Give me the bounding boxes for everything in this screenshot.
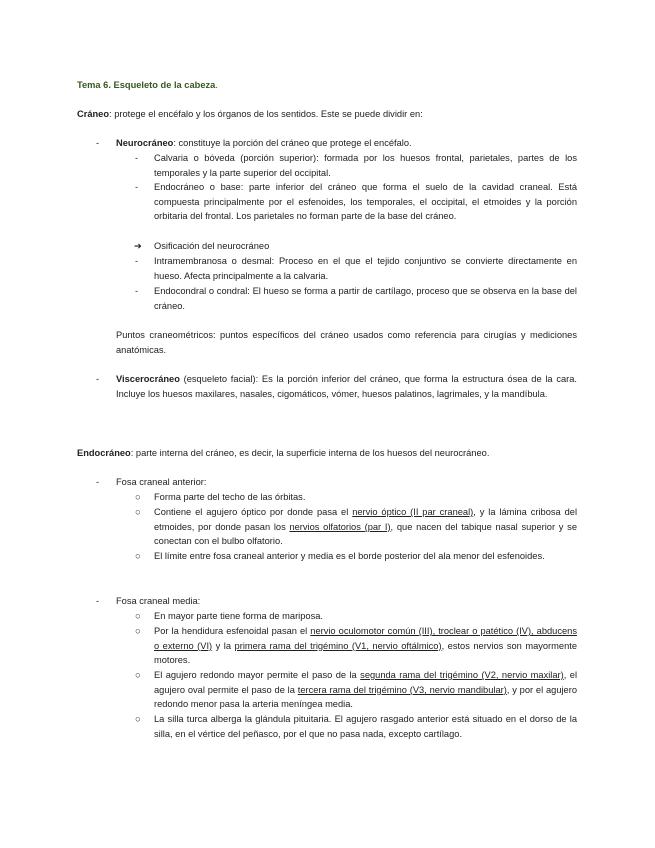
viscerocraneo-label: Viscerocráneo <box>116 374 180 384</box>
neurocraneo-item <box>116 136 577 151</box>
base-item: Endocráneo o base: parte inferior del cráneo que forma el suelo de la cavidad craneal. Está compuesta principalmente por el esfenoides, los temporales, el occipital, el etmoides y la porción orbitaria del frontal. Los parietales no forman parte de la base del cráneo. <box>154 182 577 222</box>
arrow-icon: ➔ <box>134 241 142 251</box>
title-period: . <box>215 80 218 90</box>
neurocraneo-bullet: - <box>96 138 100 148</box>
v1-oftalmico-link: primera rama del trigémino (V1, nervio oftálmico) <box>234 640 442 651</box>
fosa-media-item-4: La silla turca alberga la glándula pituitaria. El agujero rasgado anterior está situado en el dorso de la silla, en el vértice del peñasco, por el que no pasa nada, excepto cartílago. <box>154 714 577 739</box>
nervios-olfatorios-link: nervios olfatorios (par I) <box>289 521 391 532</box>
circle-bullet-icon: ○ <box>135 714 141 724</box>
viscerocraneo-text: (esqueleto facial): Es la porción inferior del cráneo, que forma la estructura ósea de la cara. Incluye los huesos maxilares, nasales, cigomáticos, vómer, huesos palatinos, lagrimales, y la mandíbula. <box>116 374 577 399</box>
puntos-craneometricos: Puntos craneométricos: puntos específicos del cráneo usados como referencia para cirugías y mediciones anatómicas. <box>116 330 577 355</box>
fosa-media-item-3 <box>154 668 577 712</box>
fosa-media-item-1: En mayor parte tiene forma de mariposa. <box>154 611 323 621</box>
text-run: Por la hendidura esfenoidal pasan el <box>154 626 311 636</box>
viscerocraneo-item <box>116 372 577 401</box>
nervio-optico-link: nervio óptico (II par craneal) <box>352 507 474 517</box>
title-text: Tema 6. Esqueleto de la cabeza <box>77 80 216 90</box>
endocondral-bullet: - <box>135 286 139 296</box>
endocondral-item: Endocondral o condral: El hueso se forma a partir de cartílago, proceso que se observa en la base del cráneo. <box>154 286 577 311</box>
fosa-media-bullet: - <box>96 596 100 606</box>
calvaria-bullet: - <box>135 153 139 163</box>
text-run: El agujero redondo mayor permite el paso de la <box>154 670 361 680</box>
intramembranosa-item: Intramembranosa o desmal: Proceso en el que el tejido conjuntivo se convierte directamente en hueso. Afecta principalmente a la calvaria. <box>154 256 577 281</box>
craneo-paragraph <box>77 107 577 122</box>
fosa-media-heading: Fosa craneal media: <box>116 596 201 606</box>
text-run: , el agujero oval permite el paso de la <box>154 670 578 695</box>
endocraneo-paragraph <box>77 446 577 461</box>
circle-bullet-icon: ○ <box>135 551 141 561</box>
fosa-anterior-bullet: - <box>96 477 100 487</box>
osificacion-heading: Osificación del neurocráneo <box>154 241 270 251</box>
neurocraneo-text: : constituye la porción del cráneo que protege el encéfalo. <box>173 138 412 148</box>
circle-bullet-icon: ○ <box>135 626 141 636</box>
craneo-text: : protege el encéfalo y los órganos de los sentidos. Este se puede dividir en: <box>109 109 423 119</box>
endocraneo-text: : parte interna del cráneo, es decir, la superficie interna de los huesos del neurocráneo. <box>130 448 490 458</box>
base-bullet: - <box>135 182 139 192</box>
intramembranosa-bullet: - <box>135 256 139 266</box>
neurocraneo-label: Neurocráneo <box>116 138 174 148</box>
circle-bullet-icon: ○ <box>135 611 141 621</box>
text-run: , y por el agujero redondo menor pasa la arteria meníngea media. <box>154 684 577 710</box>
fosa-anterior-item-3: El límite entre fosa craneal anterior y media es el borde posterior del ala menor del esfenoides. <box>154 551 545 561</box>
nervios-motores-link: nervio oculomotor común (III), troclear o patético (IV), abducens o externo (VI) <box>154 626 577 651</box>
document-title <box>77 78 218 93</box>
v2-maxilar-link: segunda rama del trigémino (V2, nervio maxilar) <box>360 670 564 680</box>
calvaria-item: Calvaria o bóveda (porción superior): formada por los huesos frontal, parietales, partes de los temporales y la parte superior del occipital. <box>154 153 577 178</box>
text-run: y la <box>212 640 235 651</box>
craneo-label: Cráneo <box>77 109 110 119</box>
text-run: , y la lámina cribosa del etmoides, por donde pasan los <box>154 507 578 532</box>
text-run: Contiene el agujero óptico por donde pasa el <box>154 507 353 517</box>
fosa-media-item-2 <box>154 624 577 668</box>
fosa-anterior-item-1: Forma parte del techo de las órbitas. <box>154 492 306 502</box>
text-run: , estos nervios son mayormente motores. <box>154 640 577 666</box>
circle-bullet-icon: ○ <box>135 670 141 680</box>
text-run: , que nacen del tabique nasal superior y se conectan con el bulbo olfatorio. <box>154 521 577 547</box>
viscerocraneo-bullet: - <box>96 374 100 384</box>
endocraneo-label: Endocráneo <box>77 448 131 458</box>
circle-bullet-icon: ○ <box>135 507 141 517</box>
v3-mandibular-link: tercera rama del trigémino (V3, nervio mandibular) <box>297 684 507 695</box>
fosa-anterior-heading: Fosa craneal anterior: <box>116 477 207 487</box>
circle-bullet-icon: ○ <box>135 492 141 502</box>
fosa-anterior-item-2 <box>154 505 577 549</box>
